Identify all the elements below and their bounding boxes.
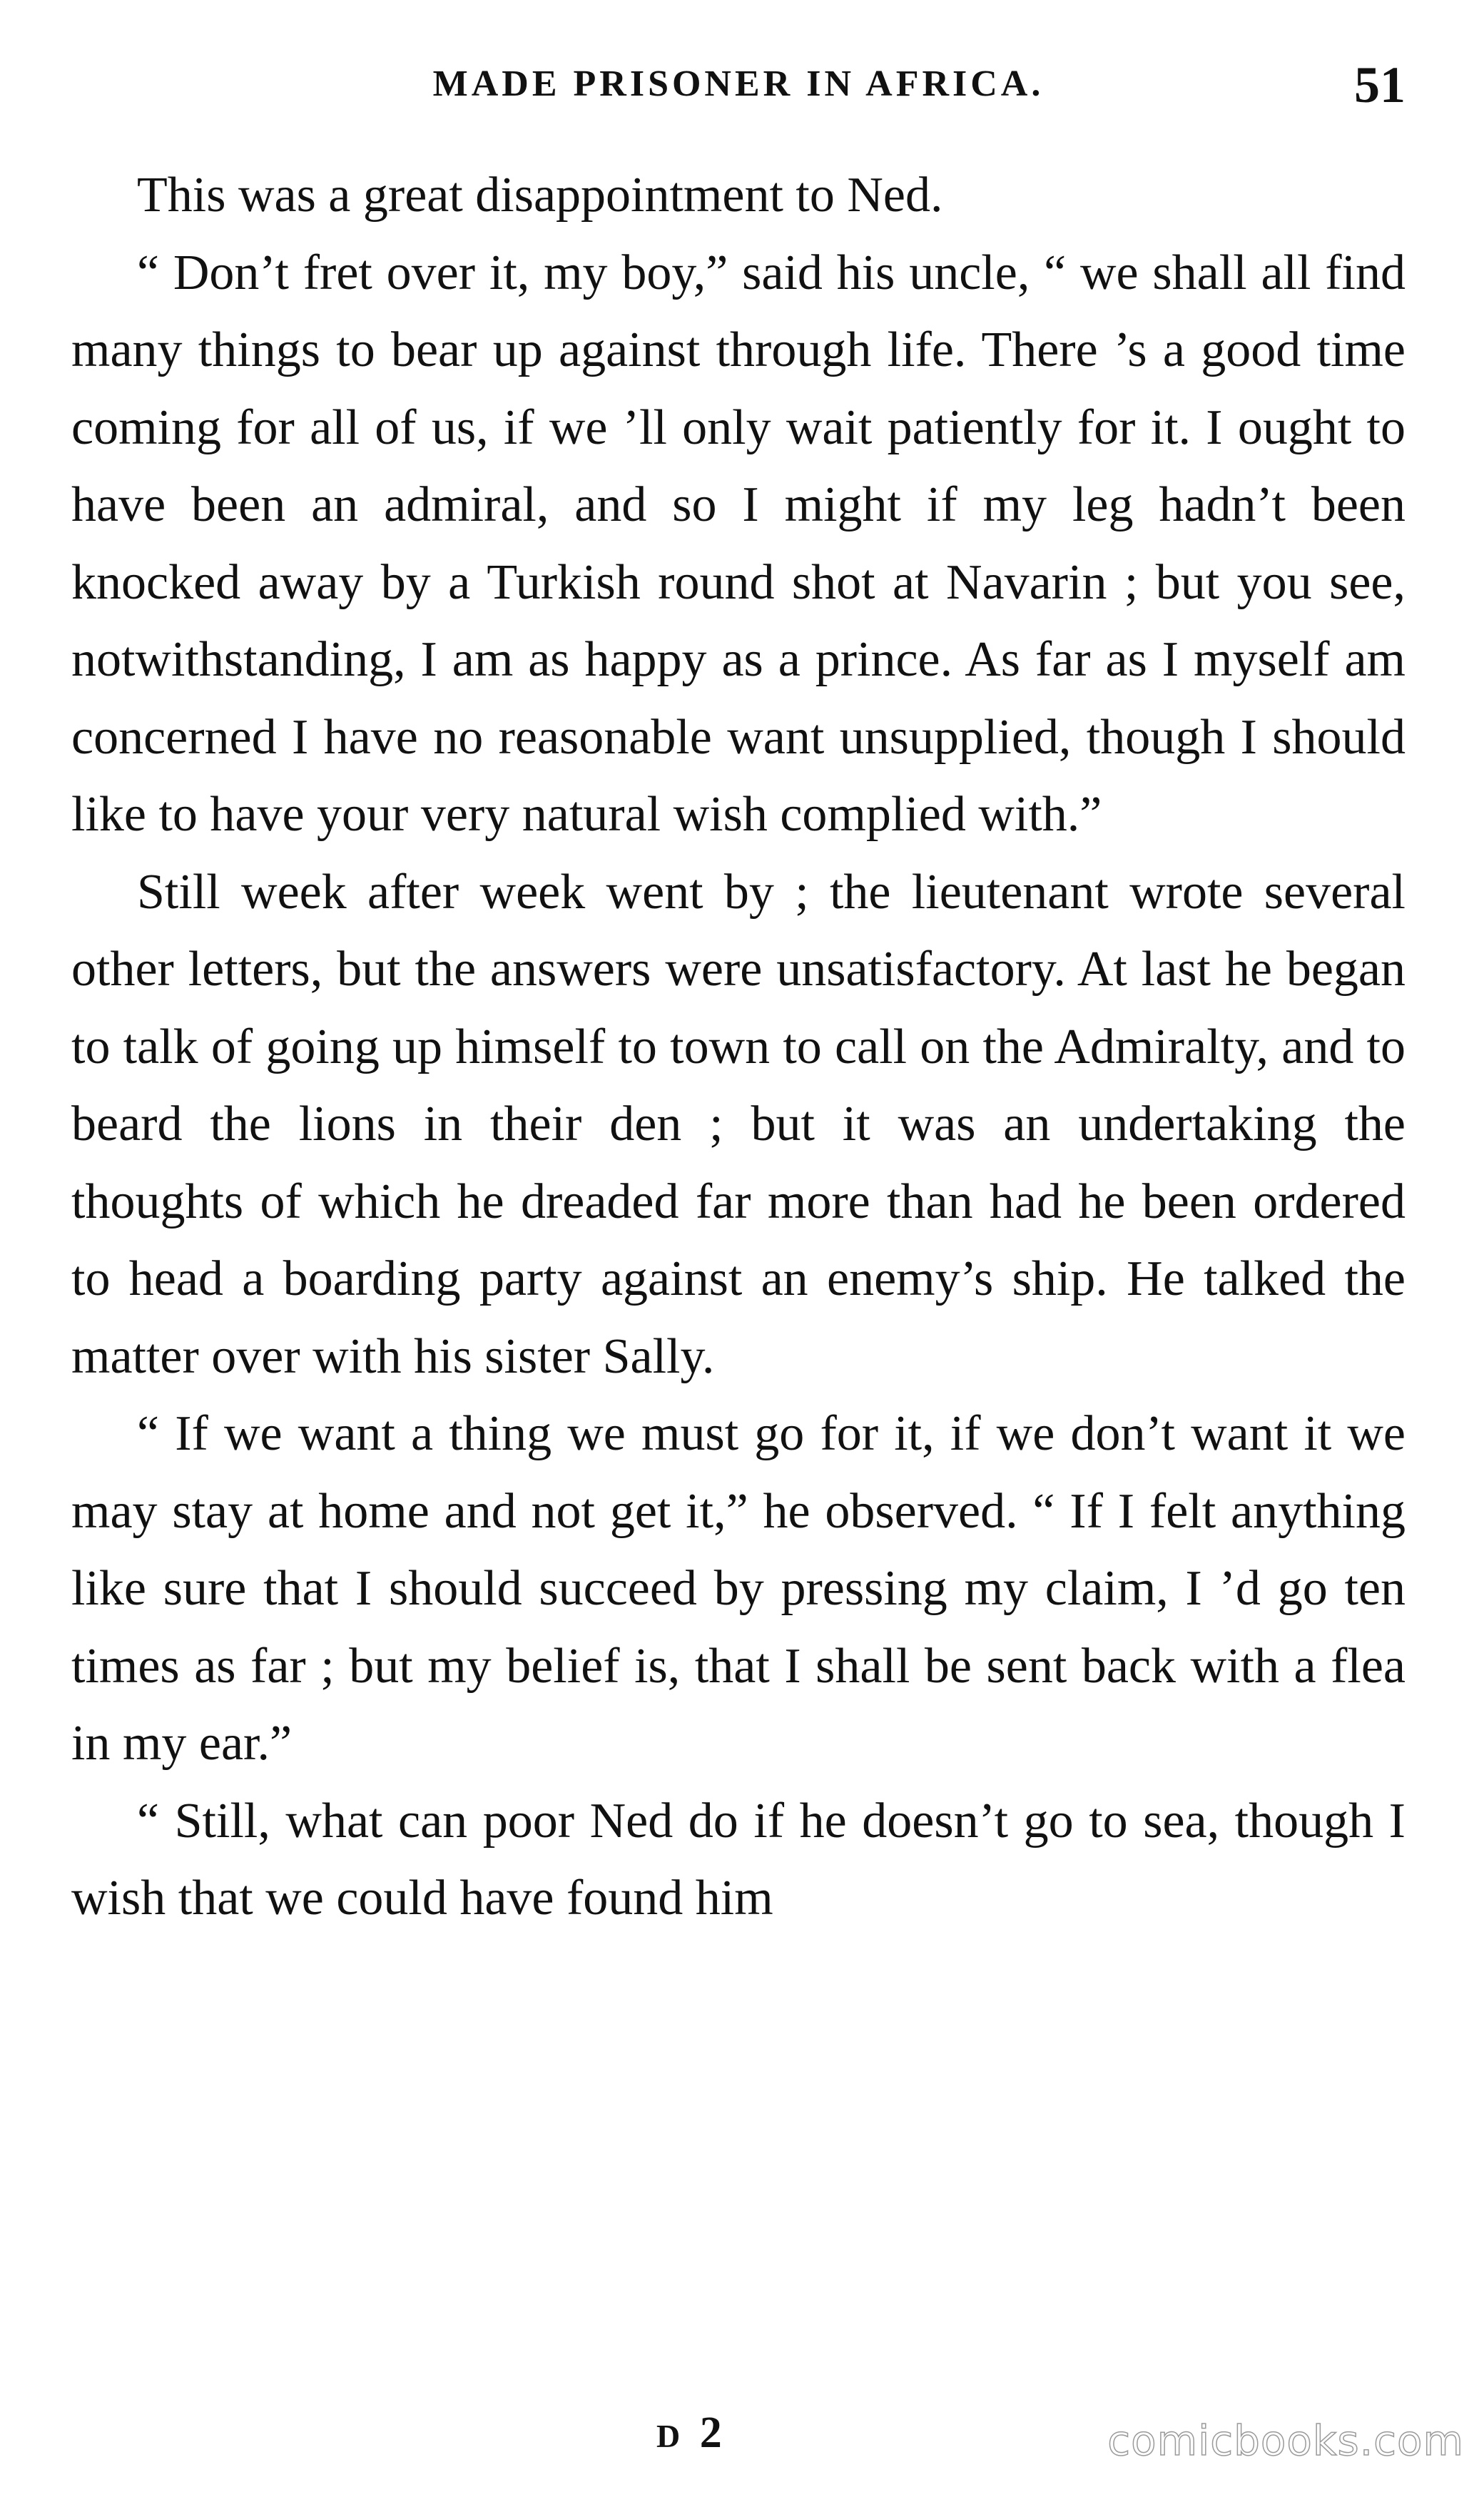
paragraph: “ Still, what can poor Ned do if he doesn’t go to sea, though I wish that we could have found him bbox=[71, 1793, 1406, 1926]
signature-mark bbox=[656, 2408, 726, 2458]
running-head: MADE PRISONER IN AFRICA. bbox=[432, 63, 1045, 104]
paragraph: Still week after week went by ; the lieutenant wrote several other letters, but the answers were unsatisfactory. At last he began to talk of going up himself to town to call on the Admiralty, and to beard the lions in their den ; but it was an undertaking the thoughts of which he dreaded far more than had he been ordered to head a boarding party against an enemy’s ship. He talked the matter over with his sister Sally. bbox=[71, 864, 1406, 1384]
paragraph: This was a great disappointment to Ned. bbox=[137, 168, 943, 223]
watermark: comicbooks.com bbox=[1107, 2416, 1464, 2465]
paragraph: “ Don’t fret over it, my boy,” said his uncle, “ we shall all find many things to bear up against through life. There ’s a good time coming for all of us, if we ’ll only wait patiently for it. I ought to have been an admiral, and so I might if my leg hadn’t been knocked away by a Turkish round shot at Navarin ; but you see, notwithstanding, I am as happy as a prince. As far as I myself am concerned I have no reasonable want unsupplied, though I should like to have your very natural wish complied with.” bbox=[71, 245, 1406, 842]
body-text bbox=[71, 157, 1406, 1938]
page-number: 51 bbox=[1354, 56, 1406, 113]
signature-letter: D bbox=[656, 2418, 685, 2454]
page-footer bbox=[0, 2408, 1484, 2472]
signature-number: 2 bbox=[699, 2409, 726, 2457]
paragraph: “ If we want a thing we must go for it, if we don’t want it we may stay at home and not get it,” he observed. “ If I felt anything like sure that I should succeed by pressing my claim, I ’d go ten times as far ; but my belief is, that I shall be sent back with a flea in my ear.” bbox=[71, 1406, 1406, 1771]
page-header bbox=[71, 56, 1406, 120]
